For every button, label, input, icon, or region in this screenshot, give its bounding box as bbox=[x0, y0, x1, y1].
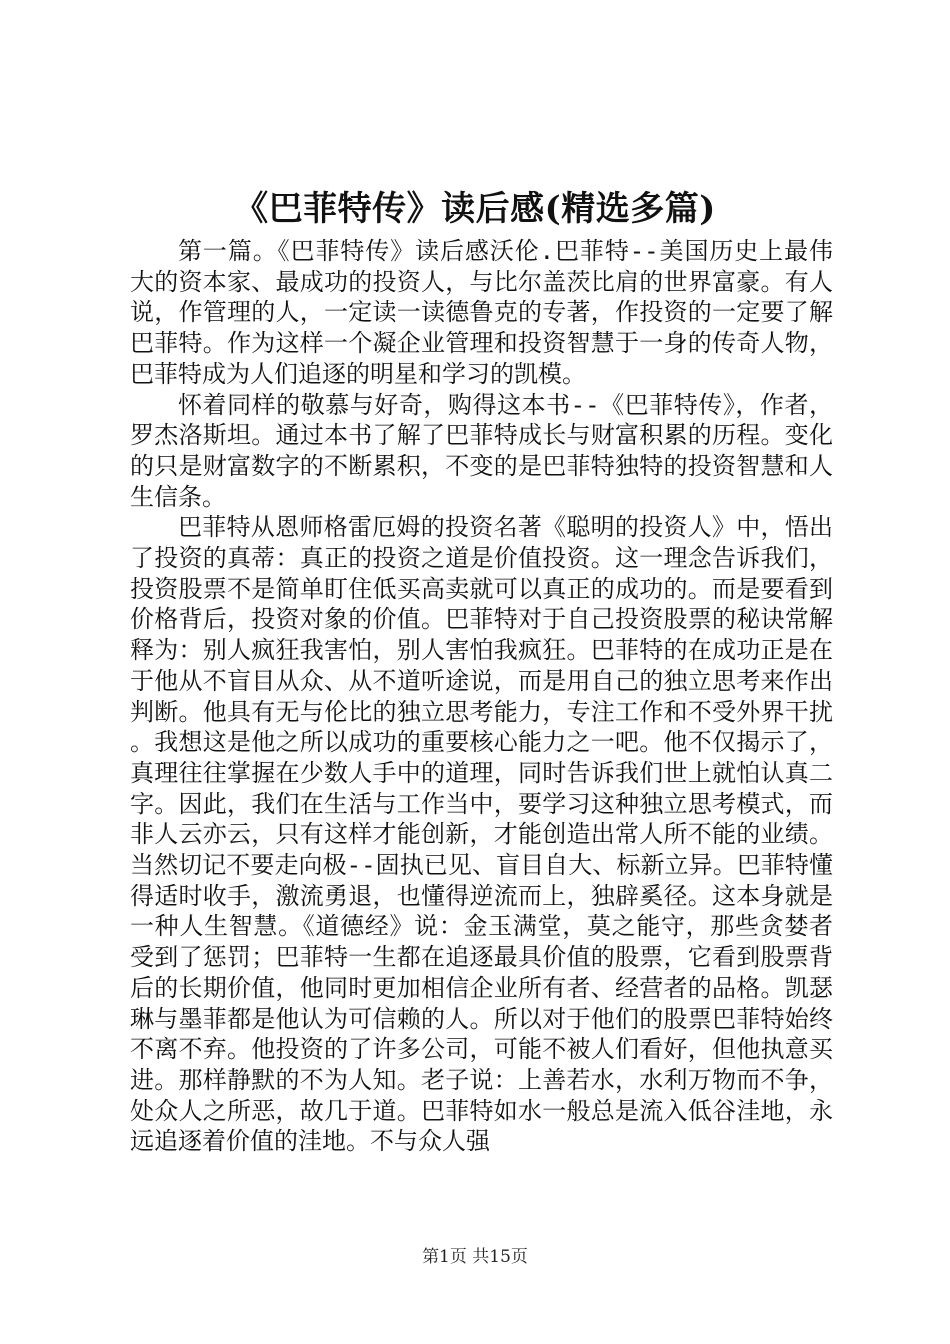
paragraph-2: 怀着同样的敬慕与好奇，购得这本书--《巴菲特传》，作者，罗杰洛斯坦。通过本书了解了巴菲特成长与财富积累的历程。变化的只是财富数字的不断累积，不变的是巴菲特独特的投资智慧和人生信条。 bbox=[130, 390, 833, 511]
paragraph-1: 第一篇。《巴菲特传》读后感沃伦.巴菲特--美国历史上最伟大的资本家、最成功的投资人，与比尔盖茨比肩的世界富豪。有人说，作管理的人，一定读一读德鲁克的专著，作投资的一定要了解巴菲特。作为这样一个凝企业管理和投资智慧于一身的传奇人物，巴菲特成为人们追逐的明星和学习的凯模。 bbox=[130, 237, 833, 388]
document-body bbox=[130, 236, 833, 1157]
page-number-footer: 第1页 共15页 bbox=[422, 1247, 528, 1267]
paragraph-3: 巴菲特从恩师格雷厄姆的投资名著《聪明的投资人》中，悟出了投资的真蒂：真正的投资之道是价值投资。这一理念告诉我们，投资股票不是简单盯住低买高卖就可以真正的成功的。而是要看到价格背后，投资对象的价值。巴菲特对于自己投资股票的秘诀常解释为：别人疯狂我害怕，别人害怕我疯狂。巴菲特的在成功正是在于他从不盲目从众、从不道听途说，而是用自己的独立思考来作出判断。他具有无与伦比的独立思考能力，专注工作和不受外界干扰。我想这是他之所以成功的重要核心能力之一吧。他不仅揭示了，真理往往掌握在少数人手中的道理，同时告诉我们世上就怕认真二字。因此，我们在生活与工作当中，要学习这种独立思考模式，而非人云亦云，只有这样才能创新，才能创造出常人所不能的业绩。当然切记不要走向极--固执已见、盲目自大、标新立异。巴菲特懂得适时收手，激流勇退，也懂得逆流而上，独辟奚径。这本身就是一种人生智慧。《道德经》说：金玉满堂，莫之能守，那些贪婪者受到了惩罚；巴菲特一生都在追逐最具价值的股票，它看到股票背后的长期价值，他同时更加相信企业所有者、经营者的品格。凯瑟琳与墨菲都是他认为可信赖的人。所以对于他们的股票巴菲特始终不离不弃。他投资的了许多公司，可能不被人们看好，但他执意买进。那样静默的不为人知。老子说：上善若水，水利万物而不争，处众人之所恶，故几于道。巴菲特如水一般总是流入低谷洼地，永远追逐着价值的洼地。不与众人强 bbox=[130, 513, 833, 1156]
document-title: 《巴菲特传》读后感(精选多篇) bbox=[234, 189, 716, 229]
